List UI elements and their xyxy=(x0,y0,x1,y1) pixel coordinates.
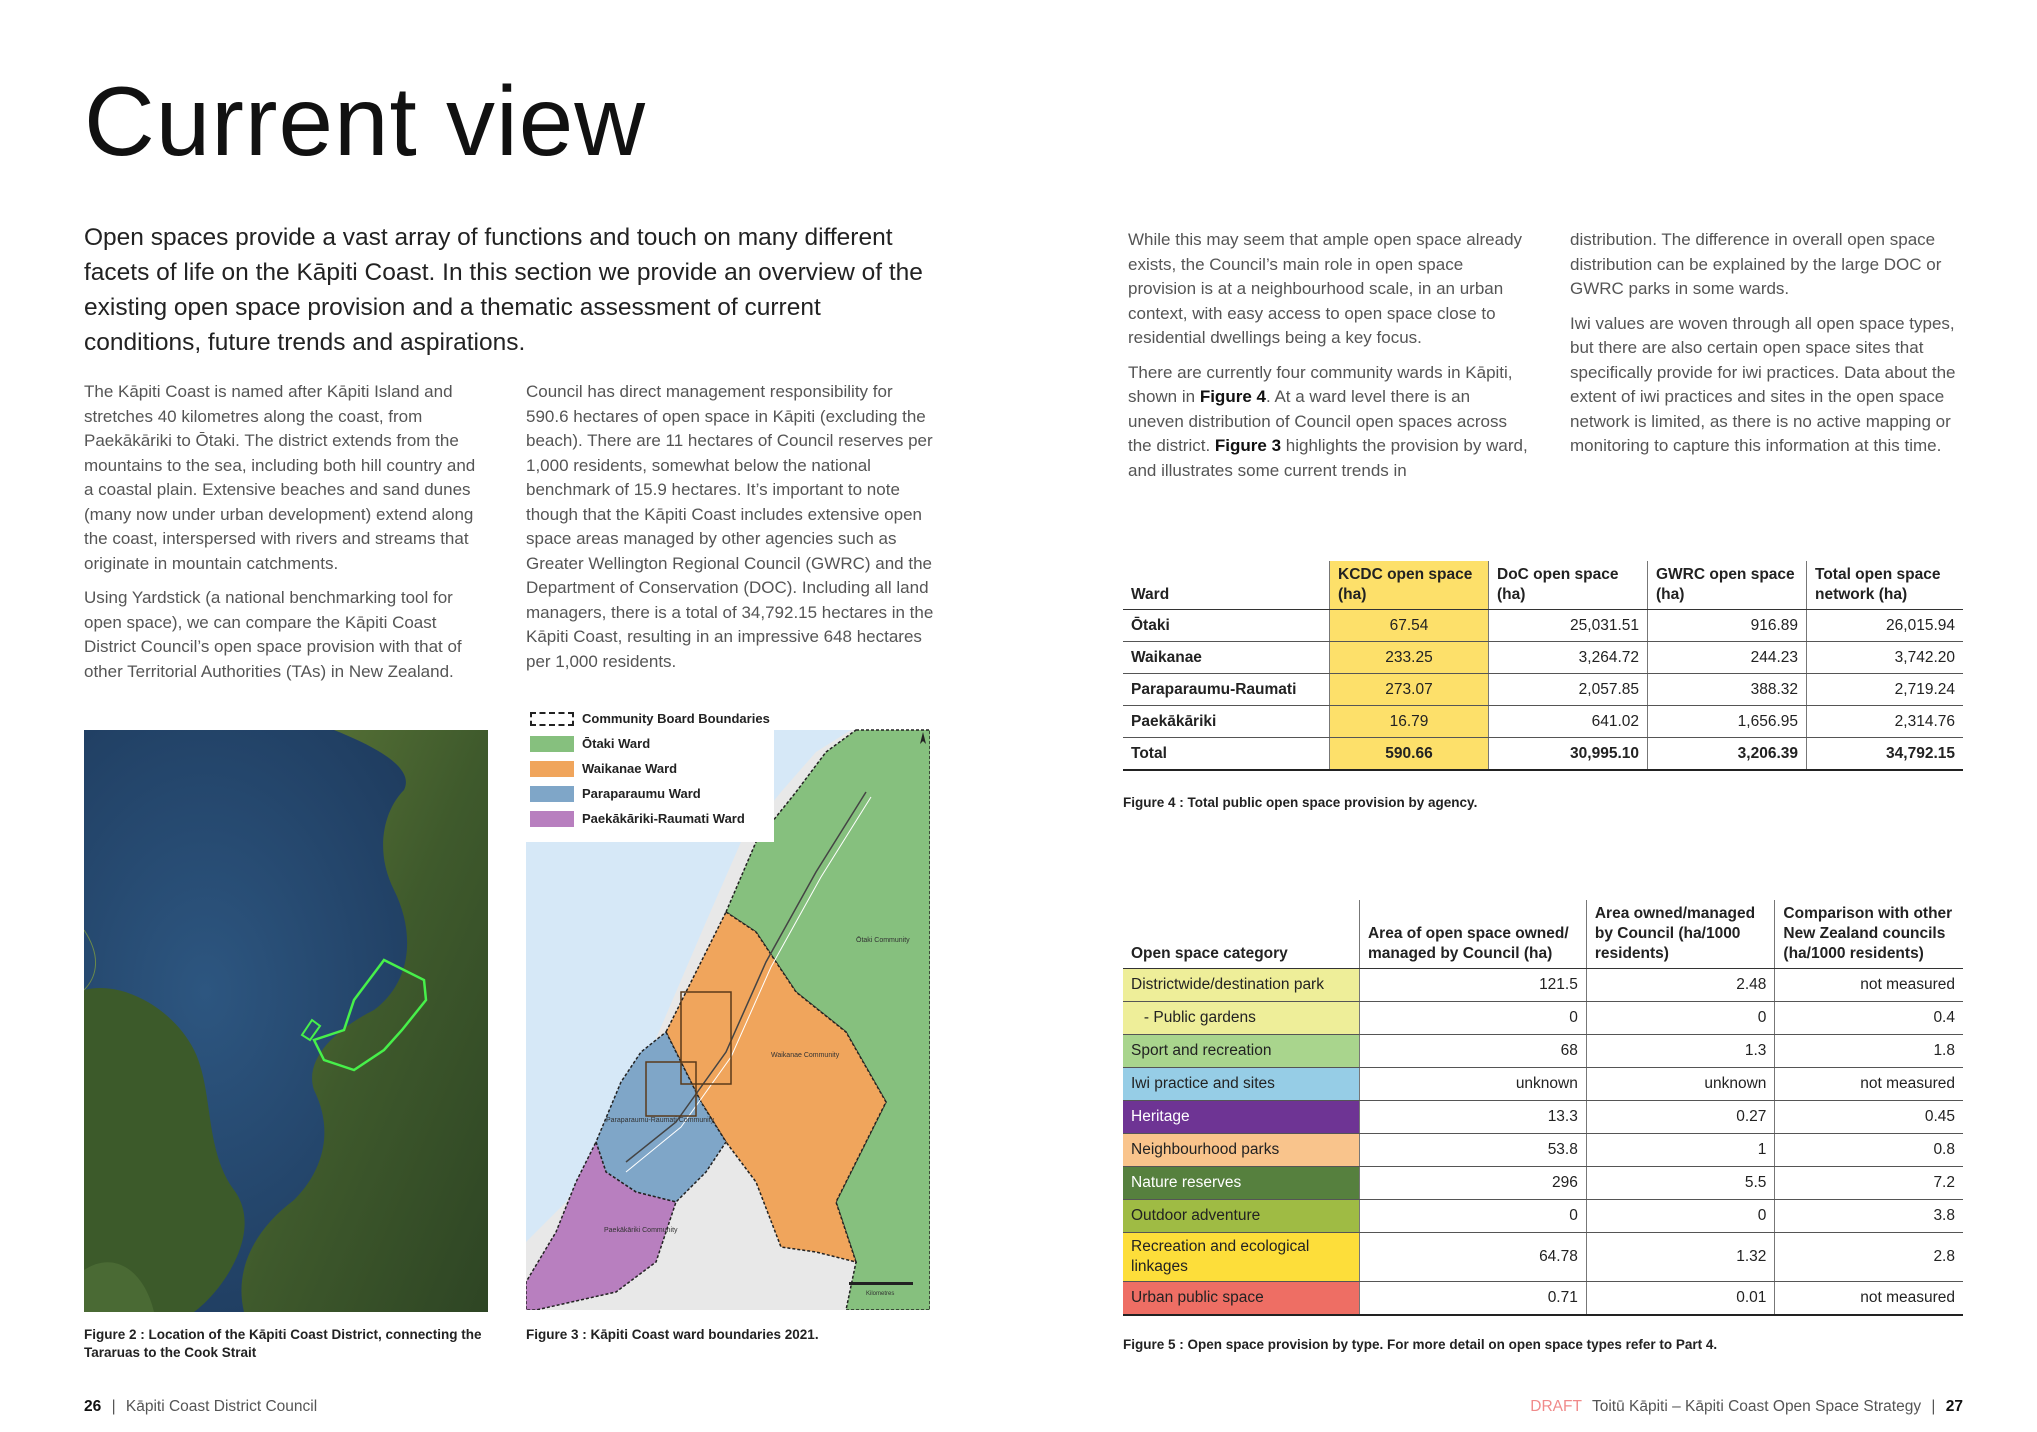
table-cell: 26,015.94 xyxy=(1807,610,1964,642)
scale-bar xyxy=(849,1282,913,1285)
table-cell: Waikanae xyxy=(1123,642,1330,674)
table4-header-doc: DoC open space (ha) xyxy=(1489,561,1648,610)
table-cell: Ōtaki xyxy=(1123,610,1330,642)
table-cell: unknown xyxy=(1586,1068,1775,1101)
table4-header-kcdc: KCDC open space (ha) xyxy=(1330,561,1489,610)
table-cell: 1.8 xyxy=(1775,1035,1963,1068)
table-open-space-by-type xyxy=(1123,900,1963,1316)
table-cell: 25,031.51 xyxy=(1489,610,1648,642)
table-row xyxy=(1123,1200,1963,1233)
table-cell: 3.8 xyxy=(1775,1200,1963,1233)
table-row xyxy=(1123,1035,1963,1068)
table-cell: Paraparaumu-Raumati xyxy=(1123,674,1330,706)
table-row xyxy=(1123,1233,1963,1282)
table-cell: not measured xyxy=(1775,1068,1963,1101)
table-cell: 0 xyxy=(1586,1002,1775,1035)
figure-3-ref: Figure 3 xyxy=(1214,436,1282,455)
table-cell: 68 xyxy=(1359,1035,1586,1068)
table4-header-gwrc: GWRC open space (ha) xyxy=(1648,561,1807,610)
table-cell: 2,719.24 xyxy=(1807,674,1964,706)
table5-header-row xyxy=(1123,900,1963,969)
table-row xyxy=(1123,674,1963,706)
table5-header-area: Area of open space owned/ managed by Council (ha) xyxy=(1359,900,1586,969)
table-cell: 2.48 xyxy=(1586,969,1775,1002)
table-row xyxy=(1123,1134,1963,1167)
category-cell: Sport and recreation xyxy=(1123,1035,1359,1068)
ward-boundary-map xyxy=(526,702,930,1310)
col4-paragraph-2: Iwi values are woven through all open space types, but there are also certain open space sites that specifically provide for iwi practices. Data about the extent of iwi practices and sites in the open space network is limited, as there is no active mapping or monitoring to capture this information at this time. xyxy=(1570,313,1956,455)
body-column-3 xyxy=(1128,228,1528,493)
category-cell: Outdoor adventure xyxy=(1123,1200,1359,1233)
table-cell: 1.32 xyxy=(1586,1233,1775,1282)
page-number-left: 26 xyxy=(84,1398,102,1415)
table-cell: 0.45 xyxy=(1775,1101,1963,1134)
figure-4-caption: Figure 4 : Total public open space provision by agency. xyxy=(1123,795,1478,810)
map-legend xyxy=(526,702,774,842)
table-cell: 0 xyxy=(1359,1002,1586,1035)
legend-community: Community Board Boundaries xyxy=(530,706,770,731)
table-row xyxy=(1123,1002,1963,1035)
table5-header-comparison: Comparison with other New Zealand councils (ha/1000 residents) xyxy=(1775,900,1963,969)
table-cell: 3,742.20 xyxy=(1807,642,1964,674)
table-row xyxy=(1123,706,1963,738)
table-row xyxy=(1123,1101,1963,1134)
category-cell: Neighbourhood parks xyxy=(1123,1134,1359,1167)
table-cell: 0 xyxy=(1359,1200,1586,1233)
category-cell: Districtwide/destination park xyxy=(1123,969,1359,1002)
col1-paragraph-1: The Kāpiti Coast is named after Kāpiti Island and stretches 40 kilometres along the coast, from Paekākāriki to Ōtaki. The district extends from the mountains to the sea, including both hill country and a coastal plain. Extensive beaches and sand dunes (many now under urban development) extend along the coast, interspersed with rivers and streams that originate in mountain catchments. xyxy=(84,382,476,573)
map-label-otaki: Ōtaki Community xyxy=(856,937,910,944)
table4-header-total: Total open space network (ha) xyxy=(1807,561,1964,610)
table-row xyxy=(1123,969,1963,1002)
table4-header-ward: Ward xyxy=(1123,561,1330,610)
table-cell: Paekākāriki xyxy=(1123,706,1330,738)
table-cell: 1.3 xyxy=(1586,1035,1775,1068)
footer-left: 26 | Kāpiti Coast District Council xyxy=(84,1398,318,1415)
table-cell: unknown xyxy=(1359,1068,1586,1101)
table-cell: 34,792.15 xyxy=(1807,738,1964,771)
figure-3-caption: Figure 3 : Kāpiti Coast ward boundaries 2021. xyxy=(526,1327,819,1342)
category-cell: Urban public space xyxy=(1123,1282,1359,1316)
table-cell: 590.66 xyxy=(1330,738,1489,771)
table-cell: 5.5 xyxy=(1586,1167,1775,1200)
figure-4-ref: Figure 4 xyxy=(1199,387,1266,406)
table-row xyxy=(1123,610,1963,642)
col4-paragraph-1: distribution. The difference in overall open space distribution can be explained by the large DOC or GWRC parks in some wards. xyxy=(1570,230,1942,298)
table-cell: 0.01 xyxy=(1586,1282,1775,1316)
table-row xyxy=(1123,1282,1963,1316)
table-cell: 641.02 xyxy=(1489,706,1648,738)
page-title: Current view xyxy=(84,66,647,176)
figure-2-caption: Figure 2 : Location of the Kāpiti Coast District, connecting the Tararuas to the Cook Strait xyxy=(84,1327,482,1360)
body-column-2 xyxy=(526,380,936,684)
table-cell: 13.3 xyxy=(1359,1101,1586,1134)
table-row xyxy=(1123,738,1963,771)
table-cell: 64.78 xyxy=(1359,1233,1586,1282)
legend-paekakariki: Paekākāriki-Raumati Ward xyxy=(530,806,770,831)
map-label-paraparaumu: Paraparaumu-Raumati Community xyxy=(606,1117,715,1124)
category-cell: Iwi practice and sites xyxy=(1123,1068,1359,1101)
table-cell: 296 xyxy=(1359,1167,1586,1200)
intro-paragraph: Open spaces provide a vast array of functions and touch on many different facets of life on the Kāpiti Coast. In this section we provide an overview of the existing open space provision and a thematic assessment of current conditions, future trends and aspirations. xyxy=(84,224,923,356)
legend-paraparaumu: Paraparaumu Ward xyxy=(530,781,770,806)
figure-5-caption: Figure 5 : Open space provision by type. For more detail on open space types refer to Part 4. xyxy=(1123,1337,1718,1352)
page-number-right: 27 xyxy=(1945,1398,1963,1415)
draft-label: DRAFT xyxy=(1530,1398,1582,1415)
table-cell: 388.32 xyxy=(1648,674,1807,706)
table-cell: 3,264.72 xyxy=(1489,642,1648,674)
table-cell: 7.2 xyxy=(1775,1167,1963,1200)
table-cell: 30,995.10 xyxy=(1489,738,1648,771)
table-cell: 0 xyxy=(1586,1200,1775,1233)
footer-document-title: Toitū Kāpiti – Kāpiti Coast Open Space Strategy xyxy=(1591,1398,1922,1415)
category-cell: Heritage xyxy=(1123,1101,1359,1134)
table-cell: 0.8 xyxy=(1775,1134,1963,1167)
table-cell: 916.89 xyxy=(1648,610,1807,642)
table-cell: 1,656.95 xyxy=(1648,706,1807,738)
table-cell: 16.79 xyxy=(1330,706,1489,738)
table5-header-category: Open space category xyxy=(1123,900,1359,969)
table4-header-row xyxy=(1123,561,1963,610)
table-cell: not measured xyxy=(1775,969,1963,1002)
col3-paragraph-1: While this may seem that ample open space already exists, the Council’s main role in open space provision is at a neighbourhood scale, in an urban context, with easy access to open space close to residential dwellings being a key focus. xyxy=(1128,230,1523,347)
table-cell: 1 xyxy=(1586,1134,1775,1167)
table-cell: 0.4 xyxy=(1775,1002,1963,1035)
table-cell: 53.8 xyxy=(1359,1134,1586,1167)
body-column-4 xyxy=(1570,228,1970,469)
col3-paragraph-2: There are currently four community wards in Kāpiti, shown in Figure 4. At a ward level there is an uneven distribution of Council open spaces across the district. Figure 3 highlights the provision by ward, and illustrates some current trends in xyxy=(1128,362,1528,480)
col1-paragraph-2: Using Yardstick (a national benchmarking tool for open space), we can compare the Kāpiti Coast District Council’s open space provision with that of other Territorial Authorities (TAs) in New Zealand. xyxy=(84,588,462,681)
category-cell: Recreation and ecological linkages xyxy=(1123,1233,1359,1282)
table-row xyxy=(1123,1068,1963,1101)
table-open-space-by-agency xyxy=(1123,561,1963,771)
category-cell: - Public gardens xyxy=(1123,1002,1359,1035)
legend-waikanae: Waikanae Ward xyxy=(530,756,770,781)
table5-header-per1000: Area owned/managed by Council (ha/1000 residents) xyxy=(1586,900,1775,969)
table-cell: 233.25 xyxy=(1330,642,1489,674)
table-cell: Total xyxy=(1123,738,1330,771)
table-cell: 244.23 xyxy=(1648,642,1807,674)
table-cell: not measured xyxy=(1775,1282,1963,1316)
table-cell: 121.5 xyxy=(1359,969,1586,1002)
table-cell: 273.07 xyxy=(1330,674,1489,706)
table-cell: 67.54 xyxy=(1330,610,1489,642)
table-cell: 2.8 xyxy=(1775,1233,1963,1282)
legend-otaki: Ōtaki Ward xyxy=(530,731,770,756)
col2-paragraph-1: Council has direct management responsibility for 590.6 hectares of open space in Kāpiti (excluding the beach). There are 11 hectares of Council reserves per 1,000 residents, somewhat below the national benchmark of 15.9 hectares. It’s important to note though that the Kāpiti Coast includes extensive open space areas managed by other agencies such as Greater Wellington Regional Council (GWRC) and the Department of Conservation (DOC). Including all land managers, there is a total of 34,792.15 hectares in the Kāpiti Coast, resulting in an impressive 648 hectares per 1,000 residents. xyxy=(526,382,934,671)
table-cell: 3,206.39 xyxy=(1648,738,1807,771)
table-row xyxy=(1123,642,1963,674)
body-column-1 xyxy=(84,380,484,694)
footer-right: DRAFT Toitū Kāpiti – Kāpiti Coast Open Space Strategy | 27 xyxy=(1530,1398,1963,1415)
satellite-map-image xyxy=(84,730,488,1312)
table-cell: 2,314.76 xyxy=(1807,706,1964,738)
category-cell: Nature reserves xyxy=(1123,1167,1359,1200)
map-label-waikanae: Waikanae Community xyxy=(771,1052,840,1059)
table-cell: 0.71 xyxy=(1359,1282,1586,1316)
map-label-paekakariki: Paekākāriki Community xyxy=(604,1227,678,1234)
table-cell: 2,057.85 xyxy=(1489,674,1648,706)
table-cell: 0.27 xyxy=(1586,1101,1775,1134)
scale-label: Kilometres xyxy=(866,1291,895,1297)
table-row xyxy=(1123,1167,1963,1200)
footer-council-name: Kāpiti Coast District Council xyxy=(125,1398,318,1415)
